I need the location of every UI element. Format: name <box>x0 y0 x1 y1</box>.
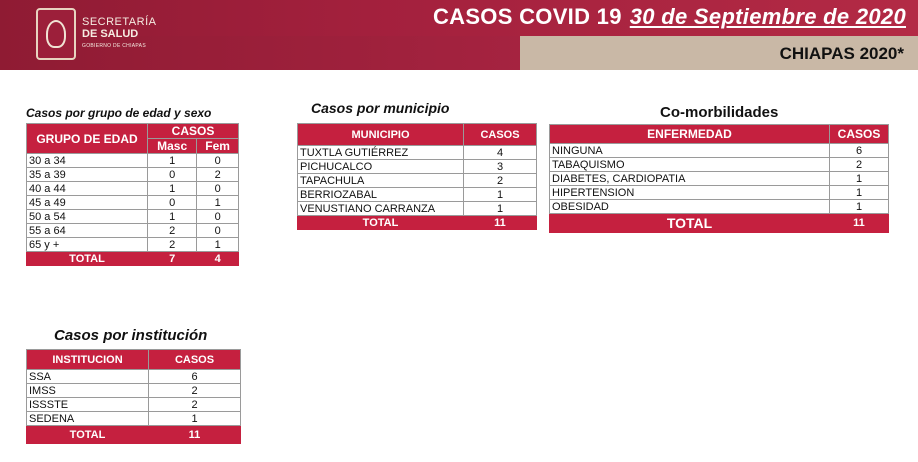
title-date: 30 de Septiembre de 2020 <box>629 4 906 29</box>
cases-cell: 2 <box>149 384 241 398</box>
age-group-cell: 55 a 64 <box>27 224 148 238</box>
male-cases-cell: 1 <box>148 210 197 224</box>
logo-line1: SECRETARÍA <box>82 16 157 28</box>
female-cases-cell: 2 <box>197 168 239 182</box>
disease-name-cell: HIPERTENSION <box>550 186 830 200</box>
col-institucion-header: INSTITUCION <box>27 350 149 370</box>
table-row <box>27 370 241 384</box>
female-cases-cell: 0 <box>197 210 239 224</box>
total-label: TOTAL <box>298 216 464 230</box>
table-row <box>27 182 239 196</box>
cases-cell: 6 <box>830 144 889 158</box>
table-row <box>27 210 239 224</box>
col-cases-header: CASOS <box>148 124 239 139</box>
col-group-header: GRUPO DE EDAD <box>27 124 148 154</box>
table-row <box>298 174 537 188</box>
table-row <box>27 398 241 412</box>
age-sex-title: Casos por grupo de edad y sexo <box>26 106 212 120</box>
logo-line3: GOBIERNO DE CHIAPAS <box>82 43 146 49</box>
col-casos-header: CASOS <box>149 350 241 370</box>
page-subtitle: CHIAPAS 2020* <box>779 44 904 63</box>
comorbidities-table <box>549 124 889 233</box>
male-cases-cell: 0 <box>148 168 197 182</box>
disease-name-cell: NINGUNA <box>550 144 830 158</box>
municipality-title: Casos por municipio <box>311 100 450 116</box>
cases-cell: 1 <box>830 172 889 186</box>
institution-name-cell: IMSS <box>27 384 149 398</box>
female-cases-cell: 0 <box>197 154 239 168</box>
cases-cell: 2 <box>464 174 537 188</box>
total-label: TOTAL <box>550 214 830 233</box>
institution-name-cell: SSA <box>27 370 149 384</box>
total-male: 7 <box>148 252 197 266</box>
female-cases-cell: 0 <box>197 224 239 238</box>
cases-cell: 2 <box>830 158 889 172</box>
table-row <box>27 196 239 210</box>
cases-cell: 6 <box>149 370 241 384</box>
municipality-table <box>297 123 537 230</box>
col-male-header: Masc <box>148 139 197 154</box>
table-row <box>27 238 239 252</box>
table-row <box>298 202 537 216</box>
cases-cell: 1 <box>830 200 889 214</box>
male-cases-cell: 1 <box>148 154 197 168</box>
age-group-cell: 35 a 39 <box>27 168 148 182</box>
col-casos-header: CASOS <box>830 125 889 144</box>
comorbidities-title: Co-morbilidades <box>660 104 779 121</box>
institution-name-cell: SEDENA <box>27 412 149 426</box>
col-municipio-header: MUNICIPIO <box>298 124 464 146</box>
table-row <box>550 144 889 158</box>
table-row <box>27 168 239 182</box>
table-row <box>27 154 239 168</box>
table-row <box>298 146 537 160</box>
total-value: 11 <box>464 216 537 230</box>
institution-table <box>26 349 241 444</box>
female-cases-cell: 1 <box>197 196 239 210</box>
municipality-name-cell: PICHUCALCO <box>298 160 464 174</box>
page-title <box>433 4 906 30</box>
male-cases-cell: 1 <box>148 182 197 196</box>
table-row <box>550 172 889 186</box>
col-enfermedad-header: ENFERMEDAD <box>550 125 830 144</box>
header-stripe-red <box>0 36 520 70</box>
shield-logo-icon <box>36 8 76 60</box>
table-row <box>550 158 889 172</box>
age-group-cell: 30 a 34 <box>27 154 148 168</box>
title-text: CASOS COVID 19 <box>432 4 622 29</box>
cases-cell: 1 <box>464 188 537 202</box>
table-row <box>550 186 889 200</box>
municipality-name-cell: TUXTLA GUTIÉRREZ <box>298 146 464 160</box>
cases-cell: 3 <box>464 160 537 174</box>
age-group-cell: 50 a 54 <box>27 210 148 224</box>
disease-name-cell: OBESIDAD <box>550 200 830 214</box>
table-row <box>27 224 239 238</box>
table-row <box>298 188 537 202</box>
municipality-name-cell: VENUSTIANO CARRANZA <box>298 202 464 216</box>
table-row <box>27 412 241 426</box>
municipality-name-cell: TAPACHULA <box>298 174 464 188</box>
municipality-name-cell: BERRIOZABAL <box>298 188 464 202</box>
total-label: TOTAL <box>27 252 148 266</box>
disease-name-cell: TABAQUISMO <box>550 158 830 172</box>
female-cases-cell: 1 <box>197 238 239 252</box>
institution-title: Casos por institución <box>54 327 208 344</box>
total-value: 11 <box>830 214 889 233</box>
age-group-cell: 40 a 44 <box>27 182 148 196</box>
male-cases-cell: 0 <box>148 196 197 210</box>
total-female: 4 <box>197 252 239 266</box>
age-group-cell: 65 y + <box>27 238 148 252</box>
institution-name-cell: ISSSTE <box>27 398 149 412</box>
logo-line2: DE SALUD <box>82 28 139 40</box>
age-sex-table <box>26 123 239 266</box>
table-row <box>27 384 241 398</box>
total-value: 11 <box>149 426 241 444</box>
col-casos-header: CASOS <box>464 124 537 146</box>
male-cases-cell: 2 <box>148 224 197 238</box>
table-row <box>550 200 889 214</box>
cases-cell: 2 <box>149 398 241 412</box>
cases-cell: 1 <box>464 202 537 216</box>
table-row <box>298 160 537 174</box>
disease-name-cell: DIABETES, CARDIOPATIA <box>550 172 830 186</box>
total-label: TOTAL <box>27 426 149 444</box>
cases-cell: 1 <box>149 412 241 426</box>
cases-cell: 1 <box>830 186 889 200</box>
age-group-cell: 45 a 49 <box>27 196 148 210</box>
cases-cell: 4 <box>464 146 537 160</box>
male-cases-cell: 2 <box>148 238 197 252</box>
female-cases-cell: 0 <box>197 182 239 196</box>
col-female-header: Fem <box>197 139 239 154</box>
